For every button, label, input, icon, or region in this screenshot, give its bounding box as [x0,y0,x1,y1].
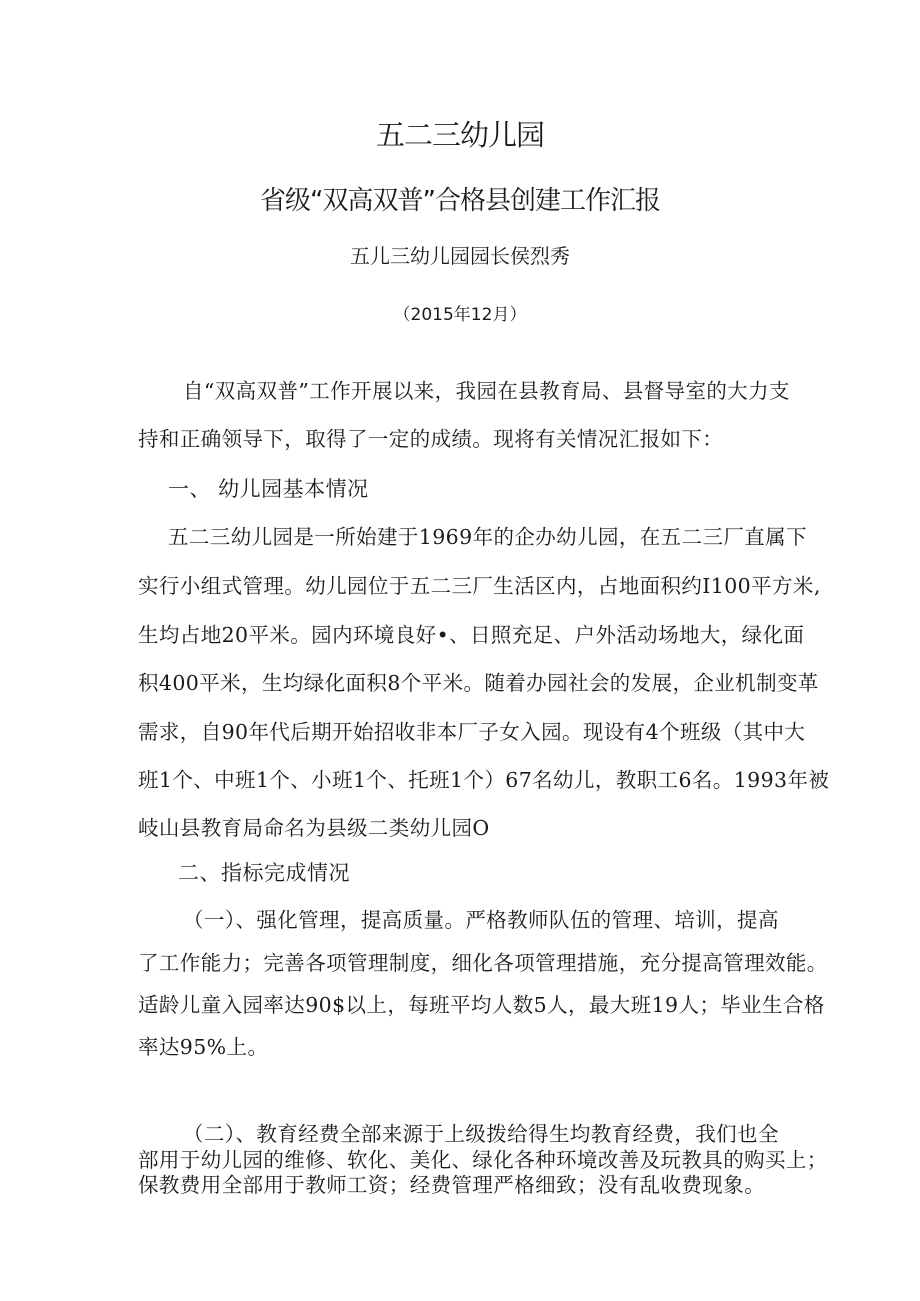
document-subtitle: 省级“双高双普”合格县创建工作汇报 [260,186,660,216]
document-title: 五二三幼儿园 [375,118,544,152]
paragraph-line: 需求，自90年代后期开始招收非本厂子女入园。现设有4个班级（其中大 [138,720,806,744]
paragraph-line: 部用于幼儿园的维修、软化、美化、绿化各种环境改善及玩教具的购买上； [138,1148,828,1172]
intro-line: 持和正确领导下，取得了一定的成绩。现将有关情况汇报如下： [138,427,724,451]
paragraph-line: 了工作能力；完善各项管理制度，细化各项管理措施，充分提高管理效能。 [138,951,828,975]
paragraph-line: 五二三幼儿园是一所始建于1969年的企办幼儿园，在五二三厂直属下 [168,525,807,549]
intro-line: 自“双高双普”工作开展以来，我园在县教育局、县督导室的大力支 [183,379,790,403]
paragraph-line: 适龄儿童入园率达90$以上，每班平均人数5人，最大班19人；毕业生合格 [138,993,825,1017]
paragraph-line: 班1个、中班1个、小班1个、托班1个）67名幼儿，教职工6名。1993年被 [138,768,830,792]
paragraph-line: 保教费用全部用于教师工资；经费管理严格细致；没有乱收费现象。 [138,1173,765,1197]
paragraph-line: （一）、强化管理，提高质量。严格教师队伍的管理、培训，提高 [183,908,779,932]
paragraph-line: 岐山县教育局命名为县级二类幼儿园O [138,816,490,840]
paragraph-line: （二）、教育经费全部来源于上级拨给得生均教育经费，我们也全 [183,1122,779,1146]
document-author: 五儿三幼儿园园长侯烈秀 [350,244,570,268]
section-2-heading: 二、指标完成情况 [178,861,350,885]
section-1-heading: 一、 幼儿园基本情况 [168,477,369,501]
paragraph-line: 积400平米，生均绿化面积8个平米。随着办园社会的发展，企业机制变革 [138,671,819,695]
paragraph-line: 生均占地20平米。园内环境良好•、日照充足、户外活动场地大，绿化面 [138,623,805,647]
document-date: （2015年12月） [393,305,527,325]
paragraph-line: 实行小组式管理。幼儿园位于五二三厂生活区内，占地面积约I100平方米, [138,574,821,598]
paragraph-line: 率达95%上。 [138,1035,269,1059]
